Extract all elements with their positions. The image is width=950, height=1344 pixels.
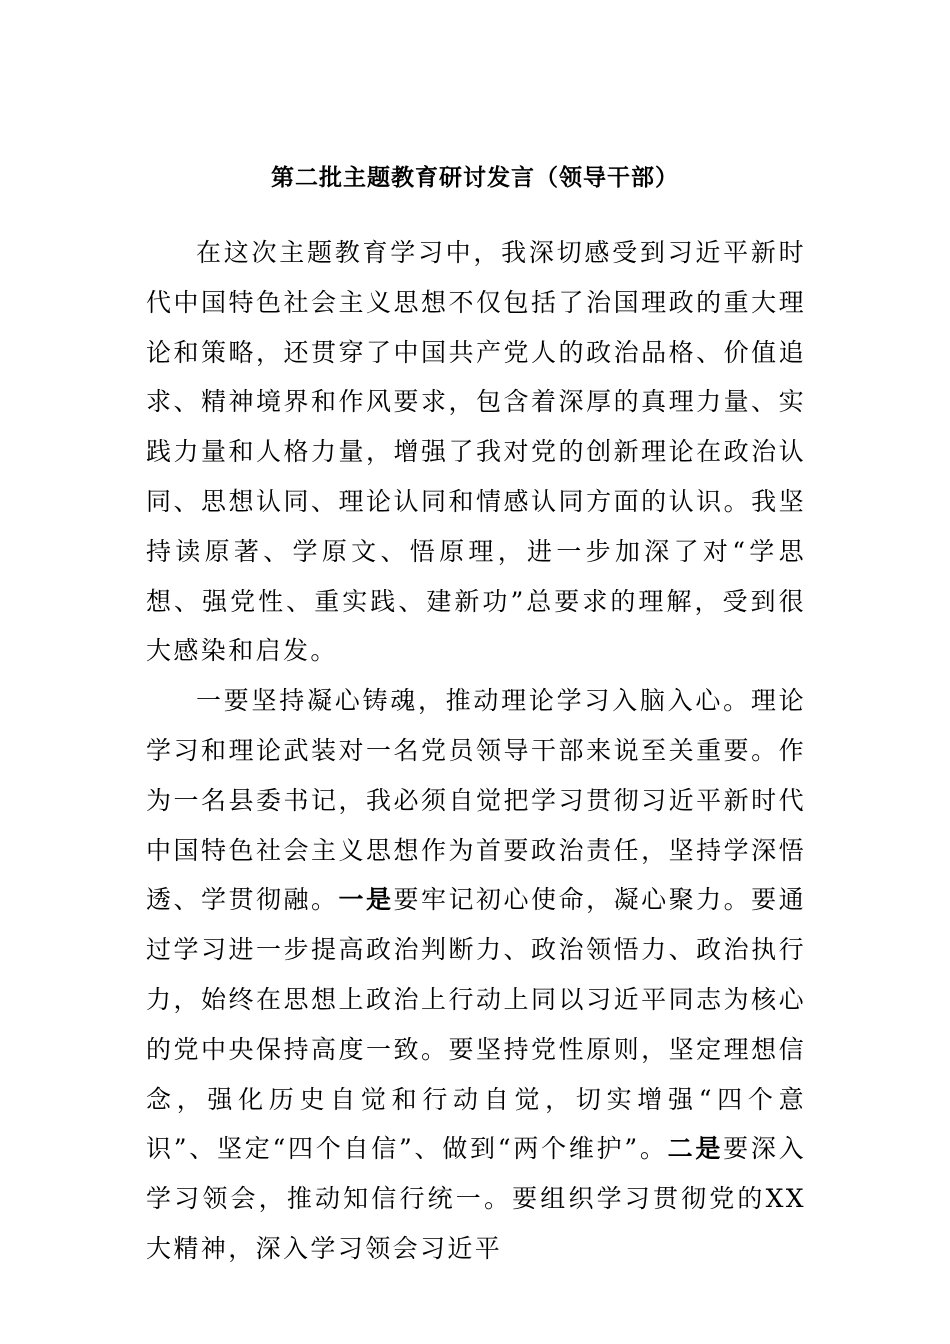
document-body bbox=[146, 228, 806, 1274]
paragraph-text: 在这次主题教育学习中，我深切感受到习近平新时代中国特色社会主义思想不仅包括了治国理政的重大理论和策略，还贯穿了中国共产党人的政治品格、价值追求、精神境界和作风要求，包含着深厚的真理力量、实践力量和人格力量，增强了我对党的创新理论在政治认同、思想认同、理论认同和情感认同方面的认识。我坚持读原著、学原文、悟原理，进一步加深了对“学思想、强党性、重实践、建新功”总要求的理解，受到很大感染和启发。 bbox=[146, 238, 806, 666]
paragraph-text: 要牢记初心使命，凝心聚力。要通过学习进一步提高政治判断力、政治领悟力、政治执行力，始终在思想上政治上行动上同以习近平同志为核心的党中央保持高度一致。要坚持党性原则，坚定理想信念，强化历史自觉和行动自觉，切实增强“四个意识”、坚定“四个自信”、做到“两个维护”。 bbox=[146, 885, 806, 1164]
emphasis-label: 二是 bbox=[667, 1134, 724, 1164]
emphasis-label: 一是 bbox=[338, 885, 394, 915]
paragraph-text: 要深入学习领会，推动知信行统一。要组织学习贯彻党的XX大精神，深入学习领会习近平 bbox=[146, 1134, 806, 1263]
paragraph-point-one bbox=[146, 676, 806, 1274]
document-title: 第二批主题教育研讨发言（领导干部） bbox=[271, 165, 679, 191]
paragraph-text: 一要坚持凝心铸魂，推动理论学习入脑入心。理论学习和理论武装对一名党员领导干部来说至关重要。作为一名县委书记，我必须自觉把学习贯彻习近平新时代中国特色社会主义思想作为首要政治责任，坚持学深悟透、学贯彻融。 bbox=[146, 686, 806, 915]
paragraph-intro bbox=[146, 228, 806, 676]
